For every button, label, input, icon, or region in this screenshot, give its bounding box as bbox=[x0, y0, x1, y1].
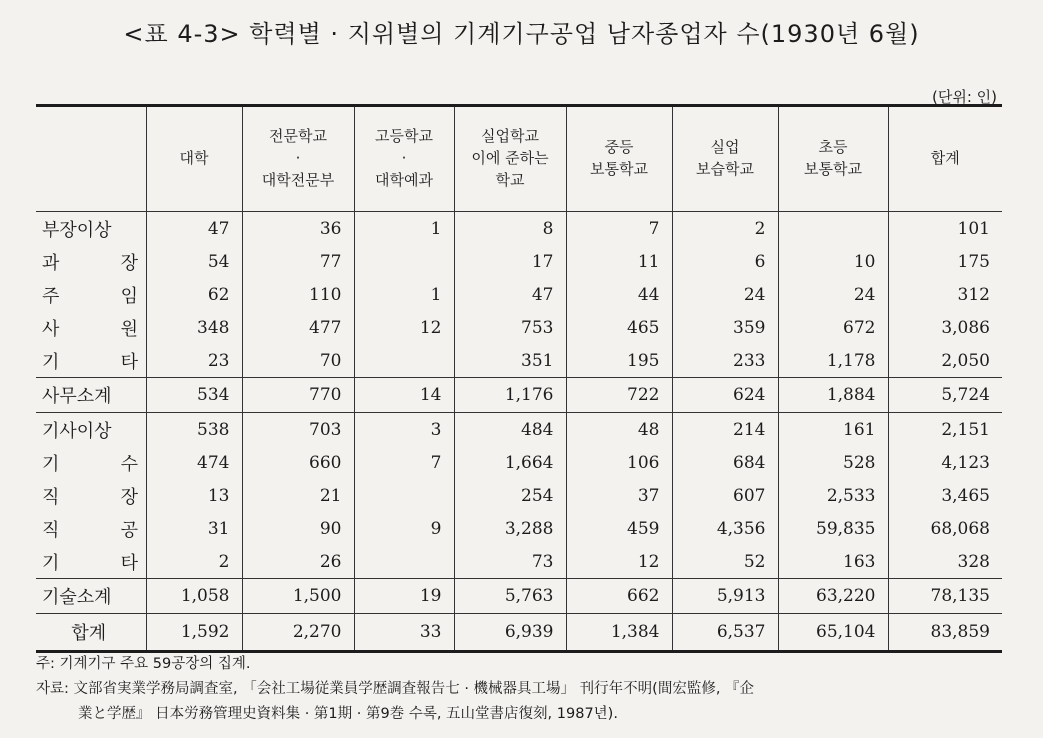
column-header-line: 보통학교 bbox=[804, 160, 862, 178]
table-cell: 175 bbox=[888, 245, 1002, 278]
table-cell: 36 bbox=[242, 212, 354, 246]
table-cell: 26 bbox=[242, 545, 354, 579]
label-char: 장 bbox=[120, 486, 138, 508]
table-cell: 90 bbox=[242, 512, 354, 545]
row-label: 부장이상 bbox=[42, 219, 112, 241]
table-cell: 9 bbox=[354, 512, 454, 545]
column-header-line: 보습학교 bbox=[696, 160, 754, 178]
column-header-line: 대학 bbox=[179, 149, 209, 168]
table-row bbox=[36, 245, 1002, 278]
table-cell: 2,533 bbox=[778, 479, 888, 512]
table-cell: 54 bbox=[146, 245, 242, 278]
table-cell: 351 bbox=[454, 344, 566, 378]
table-cell bbox=[354, 545, 454, 579]
table-cell: 73 bbox=[454, 545, 566, 579]
table-row bbox=[36, 446, 1002, 479]
label-char: 공 bbox=[120, 519, 138, 541]
table-cell: 6,537 bbox=[672, 614, 778, 652]
column-header bbox=[888, 106, 1002, 212]
table-row bbox=[36, 311, 1002, 344]
table-row bbox=[36, 212, 1002, 246]
table-cell: 83,859 bbox=[888, 614, 1002, 652]
column-header-line: 이에 준하는 bbox=[471, 149, 549, 168]
table-cell: 312 bbox=[888, 278, 1002, 311]
column-header bbox=[454, 106, 566, 212]
table-cell: 59,835 bbox=[778, 512, 888, 545]
row-label-spread bbox=[42, 483, 138, 509]
table-cell: 2 bbox=[672, 212, 778, 246]
table-cell: 1 bbox=[354, 212, 454, 246]
table-body bbox=[36, 212, 1002, 652]
source-line: 자료: 文部省実業学務局調査室, 「会社工場従業員学歴調査報告七 · 機械器具工場」 刊行年不明(間宏監修, 『企 bbox=[36, 680, 755, 697]
table-cell: 4,356 bbox=[672, 512, 778, 545]
row-label-spread bbox=[42, 516, 138, 542]
table-cell: 2,270 bbox=[242, 614, 354, 652]
table-cell: 47 bbox=[146, 212, 242, 246]
column-header-line: 실업 bbox=[710, 138, 740, 157]
row-label: 사무소계 bbox=[36, 378, 146, 413]
row-label-spread bbox=[42, 249, 138, 275]
table-cell: 13 bbox=[146, 479, 242, 512]
table-cell: 3,086 bbox=[888, 311, 1002, 344]
table-cell: 607 bbox=[672, 479, 778, 512]
column-header-line: 중등 bbox=[604, 138, 634, 157]
table-cell: 24 bbox=[778, 278, 888, 311]
table-cell: 484 bbox=[454, 413, 566, 447]
column-header bbox=[242, 106, 354, 212]
row-label-spread bbox=[42, 348, 138, 374]
table-cell: 753 bbox=[454, 311, 566, 344]
column-header-line: 보통학교 bbox=[590, 160, 648, 178]
label-char: 기 bbox=[42, 453, 60, 475]
table-cell: 163 bbox=[778, 545, 888, 579]
row-label bbox=[36, 479, 146, 512]
row-label bbox=[36, 545, 146, 579]
table-cell: 538 bbox=[146, 413, 242, 447]
table-cell: 3,288 bbox=[454, 512, 566, 545]
row-label bbox=[36, 245, 146, 278]
table-cell: 5,763 bbox=[454, 579, 566, 614]
table-cell: 23 bbox=[146, 344, 242, 378]
table-cell: 1,058 bbox=[146, 579, 242, 614]
table-cell: 722 bbox=[566, 378, 672, 413]
table-cell: 348 bbox=[146, 311, 242, 344]
label-char: 사 bbox=[42, 318, 60, 340]
column-header-line: 고등학교 bbox=[375, 127, 433, 146]
column-header-line: 대학예과 bbox=[375, 170, 433, 189]
table-cell: 459 bbox=[566, 512, 672, 545]
table-cell: 1,592 bbox=[146, 614, 242, 652]
table-cell: 770 bbox=[242, 378, 354, 413]
table-cell: 1,884 bbox=[778, 378, 888, 413]
row-label bbox=[36, 278, 146, 311]
table-cell: 24 bbox=[672, 278, 778, 311]
column-header bbox=[778, 106, 888, 212]
label-char: 주 bbox=[42, 285, 60, 307]
unit-label: (단위: 인) bbox=[932, 88, 997, 106]
table-cell bbox=[778, 212, 888, 246]
table-cell: 17 bbox=[454, 245, 566, 278]
column-header-line: 대학전문부 bbox=[261, 170, 335, 189]
table-cell: 195 bbox=[566, 344, 672, 378]
label-char: 원 bbox=[120, 318, 138, 340]
row-label: 기술소계 bbox=[36, 579, 146, 614]
table-cell: 3 bbox=[354, 413, 454, 447]
table-row bbox=[36, 344, 1002, 378]
label-char: 임 bbox=[120, 285, 138, 307]
table-cell: 19 bbox=[354, 579, 454, 614]
table-row bbox=[36, 413, 1002, 447]
source-line-cont: 業と学歴』 日本労務管理史資料集 · 第1期 · 第9巻 수록, 五山堂書店復刻, 1987년). bbox=[78, 705, 618, 722]
table-cell: 660 bbox=[242, 446, 354, 479]
header-row bbox=[36, 106, 1002, 212]
table-cell: 233 bbox=[672, 344, 778, 378]
label-char: 타 bbox=[120, 552, 138, 574]
label-char: 과 bbox=[42, 252, 60, 274]
table-cell: 44 bbox=[566, 278, 672, 311]
column-header bbox=[354, 106, 454, 212]
table-cell: 101 bbox=[888, 212, 1002, 246]
column-header-line: 합계 bbox=[930, 149, 960, 168]
table-cell: 672 bbox=[778, 311, 888, 344]
table-cell: 684 bbox=[672, 446, 778, 479]
table-cell: 1,176 bbox=[454, 378, 566, 413]
table-cell: 1,664 bbox=[454, 446, 566, 479]
column-header-line: 실업학교 bbox=[481, 127, 539, 146]
table-cell: 214 bbox=[672, 413, 778, 447]
table-cell: 48 bbox=[566, 413, 672, 447]
table-cell: 5,724 bbox=[888, 378, 1002, 413]
column-header-line: 초등 bbox=[818, 138, 848, 157]
label-char: 타 bbox=[120, 351, 138, 373]
table-cell: 662 bbox=[566, 579, 672, 614]
label-char: 기 bbox=[42, 351, 60, 373]
table-cell: 33 bbox=[354, 614, 454, 652]
column-header bbox=[566, 106, 672, 212]
table-cell: 1,178 bbox=[778, 344, 888, 378]
table-cell: 477 bbox=[242, 311, 354, 344]
table-cell: 47 bbox=[454, 278, 566, 311]
column-header-line: 학교 bbox=[495, 170, 525, 189]
table-cell: 10 bbox=[778, 245, 888, 278]
table-cell: 6,939 bbox=[454, 614, 566, 652]
label-char: 직 bbox=[42, 519, 60, 541]
table-cell: 7 bbox=[566, 212, 672, 246]
table-cell: 703 bbox=[242, 413, 354, 447]
table-row bbox=[36, 278, 1002, 311]
note-line: 주: 기계기구 주요 59공장의 집계. bbox=[36, 656, 251, 672]
table-cell: 474 bbox=[146, 446, 242, 479]
table-cell bbox=[354, 344, 454, 378]
table-cell: 2,050 bbox=[888, 344, 1002, 378]
table-cell: 4,123 bbox=[888, 446, 1002, 479]
row-label-spread bbox=[42, 450, 138, 476]
table-row bbox=[36, 614, 1002, 652]
row-label bbox=[36, 311, 146, 344]
label-char: 기 bbox=[42, 552, 60, 574]
column-header bbox=[146, 106, 242, 212]
table-row bbox=[36, 579, 1002, 614]
table-cell: 465 bbox=[566, 311, 672, 344]
label-char: 수 bbox=[120, 453, 138, 475]
row-label bbox=[36, 344, 146, 378]
table-cell: 14 bbox=[354, 378, 454, 413]
table-row bbox=[36, 545, 1002, 579]
table-cell: 63,220 bbox=[778, 579, 888, 614]
column-header-line: · bbox=[295, 149, 301, 168]
row-label: 기사이상 bbox=[42, 420, 112, 442]
table-cell: 534 bbox=[146, 378, 242, 413]
table-row bbox=[36, 378, 1002, 413]
table-cell: 78,135 bbox=[888, 579, 1002, 614]
table-cell: 2,151 bbox=[888, 413, 1002, 447]
table-cell bbox=[354, 245, 454, 278]
data-table bbox=[36, 104, 1002, 653]
table-cell: 21 bbox=[242, 479, 354, 512]
table-cell: 528 bbox=[778, 446, 888, 479]
table-cell: 12 bbox=[566, 545, 672, 579]
row-label-spread bbox=[42, 315, 138, 341]
table-cell: 12 bbox=[354, 311, 454, 344]
table-cell: 106 bbox=[566, 446, 672, 479]
table-cell: 161 bbox=[778, 413, 888, 447]
table-cell: 62 bbox=[146, 278, 242, 311]
table-cell: 7 bbox=[354, 446, 454, 479]
table-cell: 1,384 bbox=[566, 614, 672, 652]
table-cell: 1,500 bbox=[242, 579, 354, 614]
table-cell: 65,104 bbox=[778, 614, 888, 652]
table-cell: 70 bbox=[242, 344, 354, 378]
label-char: 장 bbox=[120, 252, 138, 274]
table-cell: 37 bbox=[566, 479, 672, 512]
table-cell: 254 bbox=[454, 479, 566, 512]
row-label bbox=[36, 512, 146, 545]
notes bbox=[36, 652, 1006, 727]
table-cell: 328 bbox=[888, 545, 1002, 579]
table-cell: 8 bbox=[454, 212, 566, 246]
table-cell: 77 bbox=[242, 245, 354, 278]
table-cell: 359 bbox=[672, 311, 778, 344]
header-corner bbox=[36, 106, 146, 212]
row-label: 합계 bbox=[36, 614, 146, 652]
table-cell: 31 bbox=[146, 512, 242, 545]
table-cell bbox=[354, 479, 454, 512]
table-cell: 5,913 bbox=[672, 579, 778, 614]
row-label bbox=[36, 446, 146, 479]
table-cell: 624 bbox=[672, 378, 778, 413]
table-cell: 6 bbox=[672, 245, 778, 278]
table-cell: 2 bbox=[146, 545, 242, 579]
column-header bbox=[672, 106, 778, 212]
table-cell: 110 bbox=[242, 278, 354, 311]
row-label-spread bbox=[42, 282, 138, 308]
table-cell: 11 bbox=[566, 245, 672, 278]
column-header-line: 전문학교 bbox=[269, 127, 327, 146]
table-row bbox=[36, 512, 1002, 545]
table-cell: 52 bbox=[672, 545, 778, 579]
table-title: <표 4-3> 학력별 · 지위별의 기계기구공업 남자종업자 수(1930년 6월) bbox=[123, 20, 920, 48]
table-cell: 1 bbox=[354, 278, 454, 311]
table-cell: 68,068 bbox=[888, 512, 1002, 545]
table-cell: 3,465 bbox=[888, 479, 1002, 512]
row-label-spread bbox=[42, 549, 138, 575]
table-row bbox=[36, 479, 1002, 512]
column-header-line: · bbox=[401, 149, 407, 168]
label-char: 직 bbox=[42, 486, 60, 508]
